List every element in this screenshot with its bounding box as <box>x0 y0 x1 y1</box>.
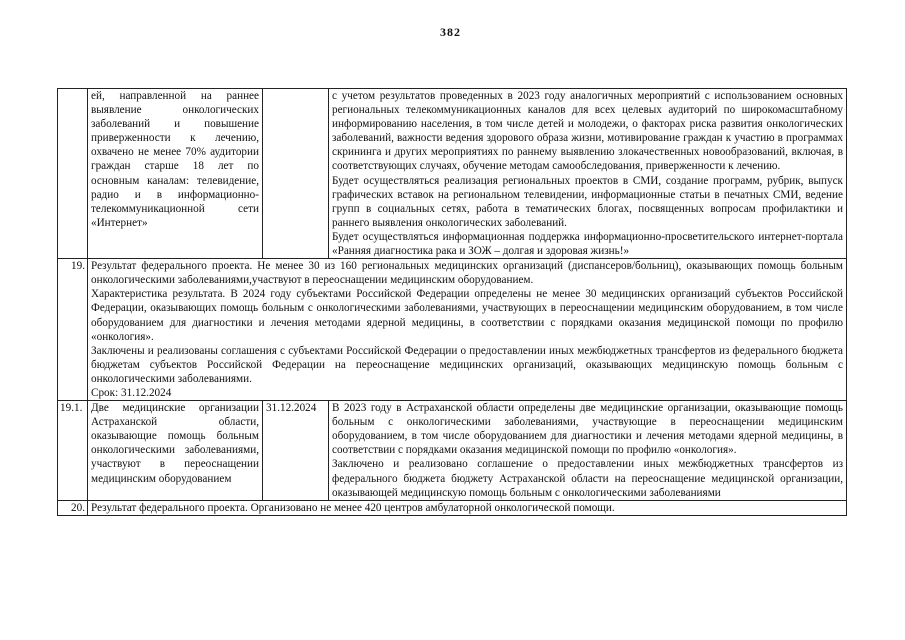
table-row-20 <box>58 500 847 515</box>
paragraph: В 2023 году в Астраханской области определены две медицинские организации, оказывающие помощь больным с онкологическими заболеваниями, участвующие в переоснащении медицинским оборудованием, в том числе оборудованием для диагностики и лечения методами ядерной медицины, в соответствии с порядками оказания медицинской помощи по профилю «онкология». <box>332 402 843 457</box>
paragraph: Будет осуществляться информационная поддержка информационно-просветительского интернет-портала «Ранняя диагностика рака и ЗОЖ – долгая и здоровая жизнь!» <box>332 230 843 258</box>
table-row-19 <box>58 259 847 401</box>
federal-result-cell <box>88 500 847 515</box>
paragraph: Срок: 31.12.2024 <box>91 386 172 399</box>
deadline-cell: 31.12.2024 <box>263 401 329 501</box>
result-characteristics-cell <box>329 89 847 259</box>
paragraph: Заключено и реализовано соглашение о предоставлении иных межбюджетных трансфертов из федерального бюджета бюджету Астраханской области на переоснащение медицинской организации, оказывающей медицинскую помощь больным с онкологическими заболеваниями <box>332 458 843 499</box>
page-number: 382 <box>440 25 461 39</box>
paragraph: Результат федерального проекта. Не менее 30 из 160 региональных медицинских организаций (диспансеров/больниц), оказывающих помощь больным онкологическими заболеваниями,участвуют в переоснащении медицинским оборудованием. <box>91 260 843 287</box>
paragraph: Будет осуществляться реализация региональных проектов в СМИ, создание программ, рубрик, выпуск графических вставок на региональном телевидении, информационные статьи в печатных СМИ, ведение групп в социальных сетях, работа в тематических блогах, посвященных вопросам профилактики и раннего выявления онкологических заболеваний. <box>332 174 843 229</box>
paragraph: Результат федерального проекта. Организовано не менее 420 центров амбулаторной онкологической помощи. <box>91 501 615 514</box>
result-description-cell: ей, направленной на раннее выявление онкологических заболеваний и повышение приверженности к лечению, охвачено не менее 70% аудитории граждан старше 18 лет по основным каналам: телевидение, радио и в информационно-телекоммуникационной сети «Интернет» <box>88 89 263 259</box>
result-characteristics-cell <box>329 401 847 501</box>
result-description-cell: Две медицинские организации Астраханской области, оказывающие помощь больным онкологическими заболеваниями, участвуют в переоснащении медицинским оборудованием <box>88 401 263 501</box>
deadline-cell <box>263 89 329 259</box>
row-number-cell <box>58 89 88 259</box>
table-row-19-1 <box>58 401 847 501</box>
row-number-cell: 20. <box>58 500 88 515</box>
federal-result-cell <box>88 259 847 401</box>
row-number-cell: 19. <box>58 259 88 401</box>
project-results-table <box>57 88 847 516</box>
paragraph: с учетом результатов проведенных в 2023 году аналогичных мероприятий с использованием основных региональных телекоммуникационных каналов для всех целевых аудиторий по широкомасштабному информированию населения, в том числе детей и молодежи, о факторах риска развития онкологических заболеваний, важности ведения здорового образа жизни, мотивирование граждан к участию в программах скрининга и других мероприятиях по раннему выявлению злокачественных новообразований, включая, в соответствующих случаях, обучение методам самообследования, приверженности к лечению. <box>332 90 843 173</box>
paragraph: Заключены и реализованы соглашения с субъектами Российской Федерации о предоставлении иных межбюджетных трансфертов из федерального бюджета бюджетам субъектов Российской Федерации на переоснащение медицинских организаций, оказывающих медицинскую помощь больным с онкологическими заболеваниями. <box>91 344 843 385</box>
table-row-continuation <box>58 89 847 259</box>
paragraph: Характеристика результата. В 2024 году субъектами Российской Федерации определены не менее 30 медицинских организаций субъектов Российской Федерации, оказывающих помощь больным с онкологическими заболеваниями, участвующих в переоснащении медицинским оборудованием, в том числе оборудованием для диагностики и лечения методами ядерной медицины, в соответствии с порядками оказания медицинской помощи по профилю «онкология». <box>91 288 843 343</box>
row-number-cell: 19.1. <box>58 401 88 501</box>
